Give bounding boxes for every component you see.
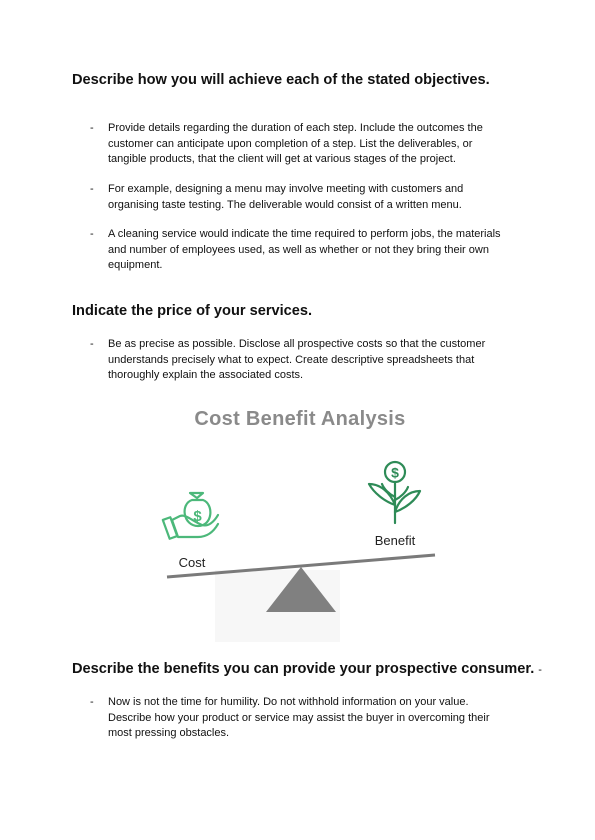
section-heading-objectives: Describe how you will achieve each of the stated objectives.	[72, 72, 490, 88]
bullet-text: Now is not the time for humility. Do not withhold information on your value. Describe how your product or service may assist the buyer in overcoming their most pressing obstacles.	[108, 696, 490, 739]
section-heading-price: Indicate the price of your services.	[72, 303, 313, 319]
bullet-marker: -	[90, 338, 94, 350]
bullet-text: For example, designing a menu may involve meeting with customers and organising taste testing. The deliverable would consist of a written menu.	[108, 183, 464, 211]
list-item	[90, 121, 510, 168]
section-heading-benefits	[72, 661, 542, 677]
figure-title: Cost Benefit Analysis	[194, 408, 406, 430]
money-plant-icon	[369, 462, 420, 523]
bullet-text: Be as precise as possible. Disclose all prospective costs so that the customer understands precisely what to expect. Create descriptive spreadsheets that thoroughly explain the associated costs.	[108, 338, 486, 381]
bullet-text: A cleaning service would indicate the time required to perform jobs, the materials and number of employees used, as well as whether or not they bring their own equipment.	[108, 228, 501, 271]
bullet-marker: -	[90, 122, 94, 134]
list-item	[90, 182, 510, 213]
cost-label: Cost	[178, 555, 206, 570]
bullet-marker: -	[90, 696, 94, 708]
svg-text:$: $	[193, 508, 202, 525]
seesaw-illustration	[150, 400, 450, 645]
bullet-text: Provide details regarding the duration of each step. Include the outcomes the customer can anticipate upon completion of a step. List the deliverables, or tangible products, that the client will get at various stages of the project.	[108, 122, 483, 165]
svg-text:$: $	[391, 464, 399, 481]
bullet-marker: -	[90, 183, 94, 195]
cost-benefit-figure	[150, 400, 450, 645]
money-bag-hand-icon	[163, 493, 218, 539]
benefit-label: Benefit	[374, 533, 416, 548]
heading-trail: -	[538, 664, 542, 676]
list-item	[90, 227, 510, 274]
list-item	[90, 695, 510, 742]
list-item	[90, 337, 510, 384]
bullet-marker: -	[90, 228, 94, 240]
heading-text: Describe the benefits you can provide your prospective consumer.	[72, 661, 535, 677]
